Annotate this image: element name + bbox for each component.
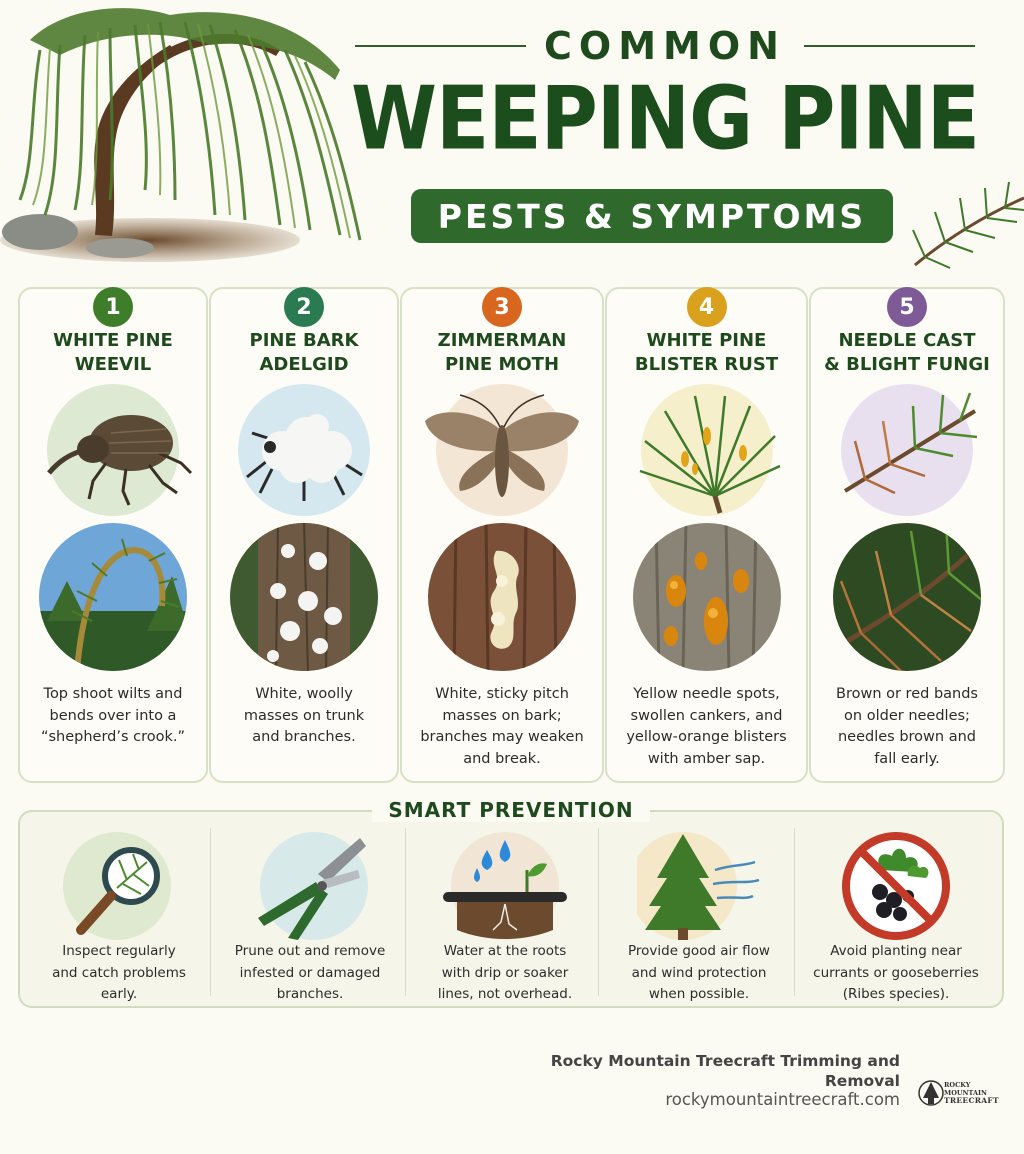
spotted-needles-icon (625, 381, 789, 519)
pest-number-badge: 3 (482, 287, 522, 327)
pest-number-badge: 5 (887, 287, 927, 327)
page-title: WEEPING PINE (351, 69, 979, 170)
company-logo (918, 1078, 1006, 1108)
eyebrow-rule-right (804, 45, 975, 47)
prevention-tip (604, 826, 794, 1002)
pest-symptom-text: White, woolly masses on trunk and branches. (243, 686, 365, 745)
prevention-tip (800, 826, 992, 1002)
prevention-tip-text: Inspect regularly and catch problems early. (52, 943, 186, 1002)
prevention-tip-text: Prune out and remove infested or damaged branches. (234, 943, 386, 1002)
logo-line-1: ROCKY MOUNTAIN (944, 1081, 987, 1097)
prevention-panel (18, 798, 1004, 1008)
weevil-icon (31, 381, 195, 519)
pest-symptom-text: Top shoot wilts and bends over into a “shepherd’s crook.” (40, 686, 186, 745)
logo-wordmark (944, 1081, 1006, 1105)
pest-card (400, 287, 604, 783)
prevention-tip (216, 826, 404, 1002)
prevention-tip-text: Provide good air flow and wind protection when possible. (628, 943, 770, 1002)
header (0, 0, 1024, 280)
prevention-heading-wrap (20, 798, 1002, 822)
prevention-divider (598, 828, 599, 996)
amber-sap-bark-icon (631, 521, 783, 673)
pest-symptom-text: Yellow needle spots, swollen cankers, and yellow-orange blisters with amber sap. (626, 686, 787, 767)
adelgid-icon (222, 381, 386, 519)
prevention-tip-text: Water at the roots with drip or soaker lines, not overhead. (437, 943, 573, 1002)
prevention-divider (794, 828, 795, 996)
prevention-divider (405, 828, 406, 996)
magnifier-icon (57, 830, 181, 942)
drip-line-icon (443, 830, 567, 942)
prevention-tip (412, 826, 598, 1002)
pest-card (809, 287, 1005, 783)
prevention-tip-text: Avoid planting near currants or gooseberries (Ribes species). (813, 943, 979, 1002)
pest-number-badge: 2 (284, 287, 324, 327)
pest-title: ZIMMERMAN PINE MOTH (437, 330, 567, 375)
prevention-divider (210, 828, 211, 996)
pest-symptom-text: Brown or red bands on older needles; needles brown and fall early. (836, 686, 978, 767)
pest-card (18, 287, 208, 783)
pest-title: PINE BARK ADELGID (249, 330, 359, 375)
no-currants-icon (834, 830, 958, 942)
tree-wind-icon (637, 830, 761, 942)
shepherds-crook-shoot-icon (37, 521, 189, 673)
eyebrow-rule-left (355, 45, 526, 47)
subtitle-banner: PESTS & SYMPTOMS (411, 189, 893, 243)
moth-icon (420, 381, 584, 519)
pitch-mass-bark-icon (426, 521, 578, 673)
weeping-pine-tree-illustration (0, 0, 380, 270)
pruning-shears-icon (248, 830, 372, 942)
eyebrow-text: COMMON (544, 24, 786, 68)
eyebrow-row (355, 22, 975, 70)
tree-logo-icon (918, 1078, 944, 1108)
pest-cards (18, 287, 1006, 783)
blighted-branch-icon (831, 521, 983, 673)
pine-sprig-illustration (905, 180, 1024, 275)
browning-needles-icon (825, 381, 989, 519)
woolly-bark-icon (228, 521, 380, 673)
pest-number-badge: 1 (93, 287, 133, 327)
pest-symptom-text: White, sticky pitch masses on bark; branches may weaken and break. (420, 686, 584, 767)
prevention-tip (28, 826, 210, 1002)
prevention-heading: SMART PREVENTION (372, 798, 649, 822)
pest-number-badge: 4 (687, 287, 727, 327)
pest-title: WHITE PINE WEEVIL (53, 330, 173, 375)
pest-title: NEEDLE CAST & BLIGHT FUNGI (824, 330, 990, 375)
footer-website[interactable]: rockymountaintreecraft.com (665, 1090, 900, 1109)
pest-card (605, 287, 808, 783)
footer-company-name: Rocky Mountain Treecraft Trimming and Removal (550, 1052, 900, 1090)
pest-card (209, 287, 399, 783)
pest-title: WHITE PINE BLISTER RUST (634, 330, 779, 375)
logo-line-2: TREECRAFT (944, 1096, 999, 1105)
